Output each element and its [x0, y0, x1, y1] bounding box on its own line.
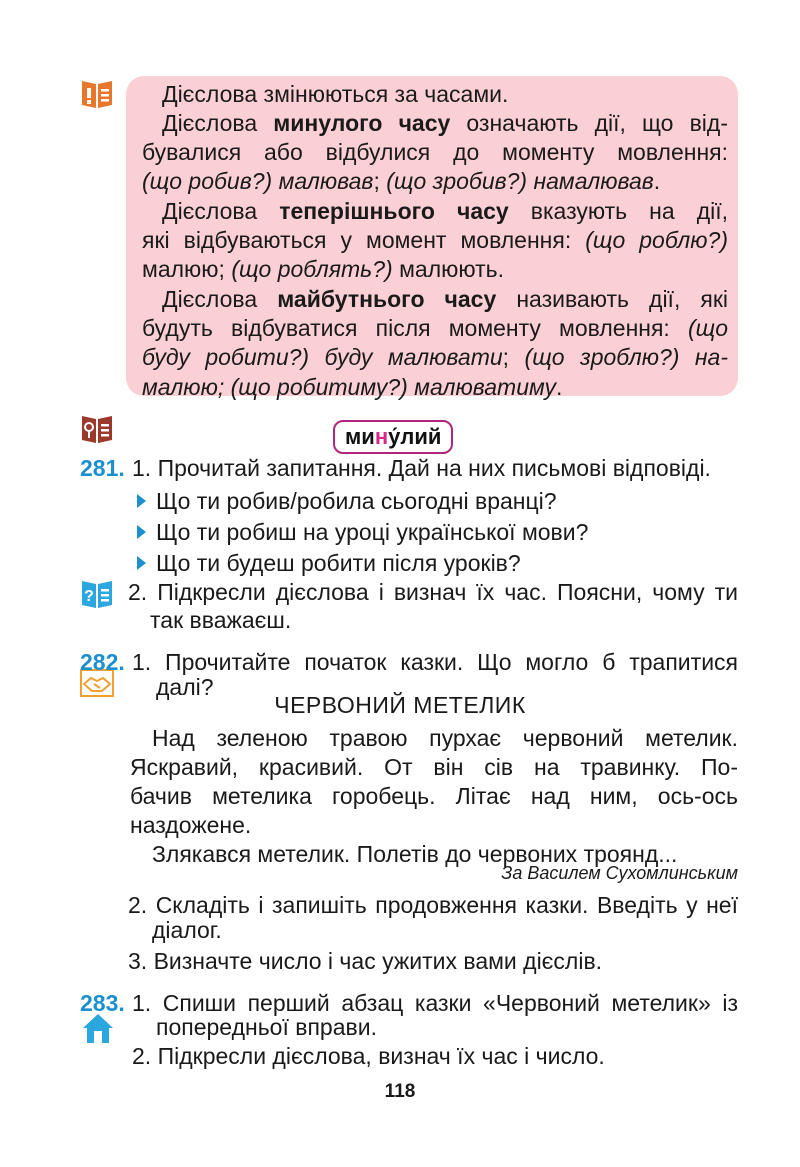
story-title: ЧЕРВОНИЙ МЕТЕЛИК [274, 692, 526, 718]
exercise-281-question-2: Що ти робиш на уроці української мови? [156, 519, 589, 545]
story-line-4: наздожене. [130, 812, 252, 838]
question-book-icon [80, 578, 114, 610]
rule-line-1: Дієслова змінюються за часами. [162, 81, 509, 107]
exercise-282-task-2: 2. Складіть і запишіть продовження казки. Введіть у неї [128, 892, 738, 918]
exercise-282-number: 282. [80, 649, 125, 675]
exercise-282-task-1-cont: далі? [156, 674, 214, 700]
exercise-281-task-2: 2. Підкресли дієслова і визнач їх час. Поясни, чому ти [128, 579, 738, 605]
rule-line-8: Дієслова майбутнього часу називають дії, які [162, 286, 729, 312]
rule-line-7: малюю; (що роблять?) малюють. [142, 256, 505, 282]
rule-line-5: Дієслова теперішнього часу вказують на дії, [162, 198, 729, 224]
page-number: 118 [384, 1081, 416, 1102]
story-line-1: Над зеленою травою пурхає червоний метелик. [152, 725, 738, 751]
bullet-icon [137, 525, 146, 539]
exercise-281-question-3: Що ти будеш робити після уроків? [156, 550, 521, 576]
exercise-281-task-2-cont: так вважаєш. [150, 607, 292, 633]
vocabulary-word: мину́лий [333, 420, 453, 454]
exercise-282-task-1: 1. Прочитайте початок казки. Що могло б трапитися [132, 649, 738, 675]
rule-line-10: буду робити?) буду малювати; (що зроблю?) на- [142, 344, 729, 370]
bullet-icon [137, 494, 146, 508]
svg-text:?: ? [84, 588, 94, 605]
exercise-281-task-1: 1. Прочитай запитання. Дай на них письмові відповіді. [132, 455, 711, 481]
exercise-281-number: 281. [80, 455, 125, 481]
exercise-283-task-1-cont: попередньої вправи. [156, 1014, 377, 1040]
story-line-3: бачив метелика горобець. Літає над ним, ось-ось [130, 783, 738, 809]
rule-line-2: Дієслова минулого часу означають дії, що від- [162, 110, 728, 136]
rule-line-6: які відбуваються у момент мовлення: (що роблю?) [142, 227, 728, 253]
exercise-283-task-2: 2. Підкресли дієслова, визнач їх час і число. [132, 1043, 605, 1069]
rule-line-9: будуть відбуватися після моменту мовлення: (що [142, 315, 728, 341]
rule-line-11: малюю; (що робитиму?) малюватиму. [142, 374, 563, 400]
rule-line-4: (що робив?) малював; (що зробив?) намалював. [142, 168, 661, 194]
rule-line-3: бувалися або відбулися до моменту мовлення: [142, 139, 728, 165]
bullet-icon [137, 556, 146, 570]
rule-book-icon [80, 78, 114, 110]
exercise-283-number: 283. [80, 990, 125, 1016]
vocabulary-book-icon [80, 413, 114, 445]
story-line-5: Злякався метелик. Полетів до червоних троянд... [152, 841, 678, 867]
exercise-282-task-2-cont: діалог. [152, 917, 222, 943]
exercise-282-task-3: 3. Визначте число і час ужитих вами дієслів. [128, 948, 603, 974]
story-author: За Василем Сухомлинським [501, 863, 738, 883]
story-line-2: Яскравий, красивий. От він сів на травинку. По- [130, 754, 738, 780]
exercise-281-question-1: Що ти робив/робила сьогодні вранці? [156, 488, 557, 514]
exercise-283-task-1: 1. Спиши перший абзац казки «Червоний метелик» із [132, 990, 738, 1016]
